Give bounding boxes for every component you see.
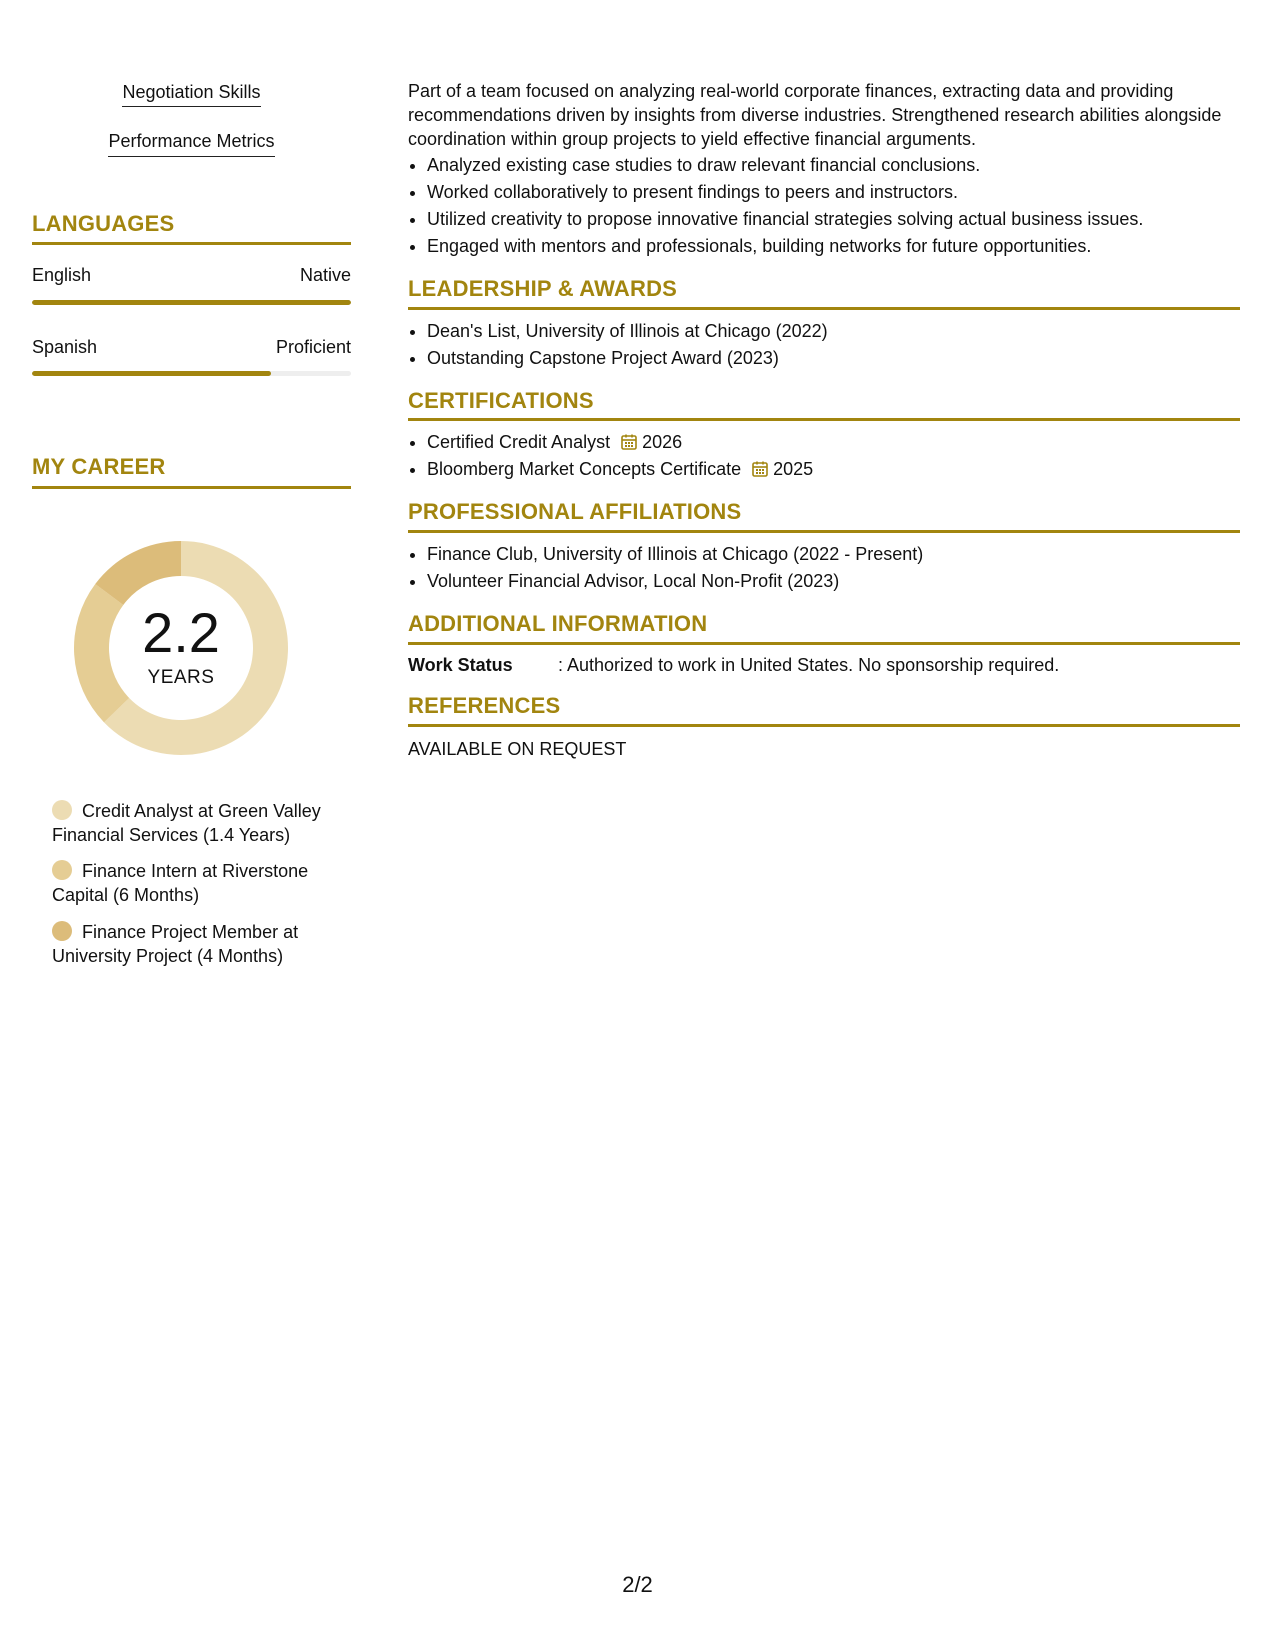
list-item: • Dean's List, University of Illinois at Chicago (2022)	[427, 318, 1240, 345]
additional-info-heading: ADDITIONAL INFORMATION	[408, 609, 1240, 645]
calendar-icon	[751, 460, 769, 478]
language-proficiency-fill	[32, 300, 351, 305]
list-item: • Utilized creativity to propose innovative financial strategies solving actual business issues.	[427, 206, 1240, 233]
list-item: • Finance Club, University of Illinois at Chicago (2022 - Present)	[427, 541, 1240, 568]
certification-year: 2026	[642, 432, 683, 453]
work-status-label: Work Status	[408, 654, 513, 675]
list-item	[427, 429, 1240, 456]
affiliations-heading: PROFESSIONAL AFFILIATIONS	[408, 497, 1240, 533]
left-column	[32, 80, 351, 980]
certifications-list	[408, 429, 1240, 483]
page-number: 2/2	[622, 1572, 653, 1597]
calendar-icon	[620, 433, 638, 451]
language-proficiency-fill	[32, 371, 271, 376]
legend-dot	[52, 860, 72, 880]
language-row	[32, 335, 351, 376]
legend-dot	[52, 800, 72, 820]
work-status-value: : Authorized to work in United States. No sponsorship required.	[558, 654, 1060, 675]
donut-center	[66, 533, 296, 763]
certifications-section	[408, 386, 1240, 484]
language-name: English	[32, 265, 92, 286]
list-item: • Volunteer Financial Advisor, Local Non-Profit (2023)	[427, 568, 1240, 595]
career-heading: MY CAREER	[32, 452, 351, 489]
legend-dot	[52, 921, 72, 941]
legend-label: Finance Project Member at University Project (4 Months)	[52, 921, 299, 967]
skill-tag	[32, 80, 351, 107]
legend-item	[52, 799, 332, 848]
skill-tag	[32, 129, 351, 156]
references-text: AVAILABLE ON REQUEST	[408, 738, 627, 759]
certifications-heading: CERTIFICATIONS	[408, 386, 1240, 422]
skill-tag-label: Performance Metrics	[108, 129, 274, 156]
affiliations-section	[408, 497, 1240, 595]
career-donut-chart	[66, 533, 296, 763]
languages-heading: LANGUAGES	[32, 209, 351, 246]
career-section	[32, 452, 351, 968]
project-bullets	[408, 152, 1240, 260]
references-heading: REFERENCES	[408, 691, 1240, 727]
certification-name: Certified Credit Analyst	[427, 432, 611, 453]
references-section	[408, 691, 1240, 761]
languages-section	[32, 209, 351, 376]
language-proficiency-bar	[32, 300, 351, 305]
work-status-row	[408, 653, 1240, 677]
legend-label: Credit Analyst at Green Valley Financial Services (1.4 Years)	[52, 800, 321, 845]
legend-item	[52, 920, 332, 969]
right-column	[408, 80, 1240, 761]
leadership-section	[408, 274, 1240, 372]
additional-info-section	[408, 609, 1240, 677]
leadership-heading: LEADERSHIP & AWARDS	[408, 274, 1240, 310]
leadership-list	[408, 318, 1240, 372]
skill-tag-label: Negotiation Skills	[122, 80, 260, 107]
list-item: • Outstanding Capstone Project Award (2023)	[427, 345, 1240, 372]
list-item: • Engaged with mentors and professionals, building networks for future opportunities.	[427, 233, 1240, 260]
list-item: • Analyzed existing case studies to draw relevant financial conclusions.	[427, 152, 1240, 179]
language-proficiency-bar	[32, 371, 351, 376]
certification-year: 2025	[773, 459, 814, 480]
list-item: • Worked collaboratively to present findings to peers and instructors.	[427, 179, 1240, 206]
affiliations-list	[408, 541, 1240, 595]
language-level: Native	[299, 265, 351, 286]
language-row	[32, 263, 351, 304]
career-total-unit: YEARS	[147, 666, 215, 688]
legend-item	[52, 859, 332, 908]
legend-label: Finance Intern at Riverstone Capital (6 Months)	[52, 861, 309, 906]
career-legend	[52, 799, 332, 969]
career-total-years: 2.2	[142, 600, 220, 664]
language-name: Spanish	[32, 336, 98, 357]
list-item	[427, 456, 1240, 483]
project-description: Part of a team focused on analyzing real-world corporate finances, extracting data and providing recommendations driven by insights from diverse industries. Strengthened research abilities alongside coordination within group projects to yield effective financial arguments.	[408, 81, 1222, 149]
certification-name: Bloomberg Market Concepts Certificate	[427, 459, 742, 480]
project-block	[408, 80, 1240, 260]
language-level: Proficient	[275, 336, 351, 357]
